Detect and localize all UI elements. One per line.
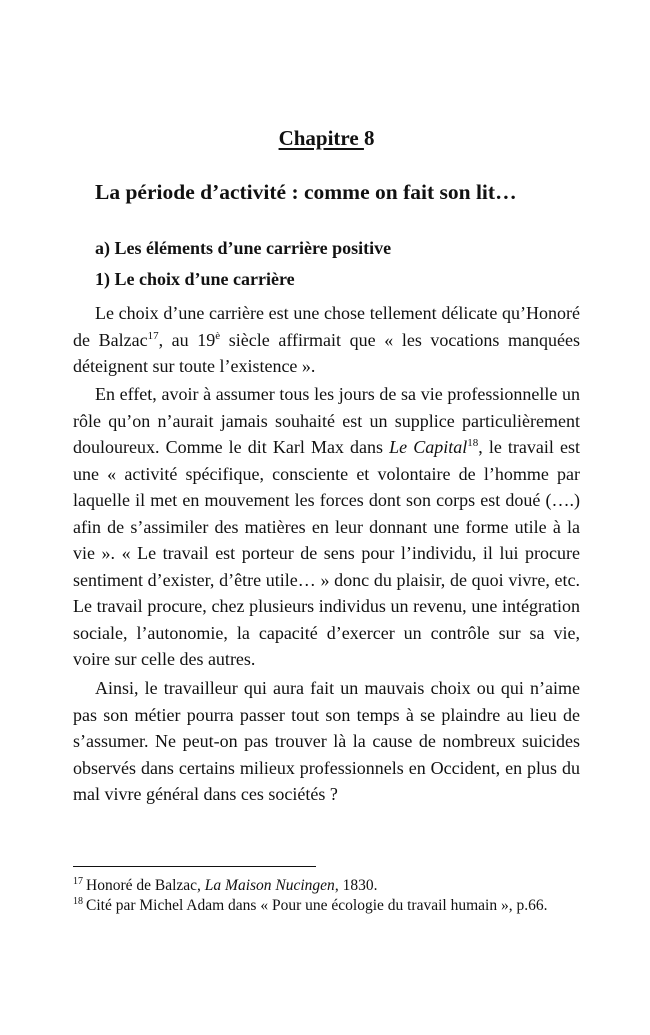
part-title: La période d’activité : comme on fait son lit…	[95, 180, 517, 204]
footnote-17-rest: , 1830.	[334, 877, 378, 894]
paragraph-1-text-a: Le choix d’une carrière est une chose tellement délicate qu’Honoré de Balzac	[73, 303, 580, 350]
footnote-17-title: La Maison Nucingen	[204, 877, 335, 894]
section-heading-a: a) Les éléments d’une carrière positive	[95, 238, 392, 258]
paragraph-1-text-b: , au 19	[158, 329, 216, 350]
footnote-17-author: Honoré de Balzac,	[86, 877, 205, 894]
footnote-ref-17[interactable]: 17	[147, 329, 159, 342]
book-title-le-capital: Le Capital	[389, 437, 468, 457]
paragraph-1-text-c: siècle affirmait que « les vocations manquées déteignent sur toute l’existence ».	[73, 329, 580, 376]
footnote-number: 17	[73, 876, 83, 887]
section-heading-1: 1) Le choix d’une carrière	[95, 269, 295, 289]
paragraph-2-text-b: , le travail est une « activité spécifique, consciente et volontaire de l’homme par laquelle il met en mouvement les forces dont son corps est doué (….) afin de s’assimiler des matières en leur donnant une forme utile à la vie ». « Le travail est porteur de sens pour l’individu, il lui procure sentiment d’exister, d’être utile… » donc du plaisir, de quoi vivre, etc. Le travail procure, chez plusieurs individus un revenu, une intégration sociale, l’autonomie, la capacité d’exercer un contrôle sur sa vie, voire sur celle des autres.	[73, 437, 580, 669]
footnote-18-text: Cité par Michel Adam dans « Pour une écologie du travail humain », p.66.	[86, 897, 548, 914]
footnotes	[73, 876, 580, 916]
footnote-number: 18	[73, 896, 83, 907]
document-page	[73, 0, 580, 1035]
paragraph-2	[73, 381, 580, 673]
chapter-label: Chapitre	[278, 126, 364, 150]
footnote-separator	[73, 866, 316, 867]
paragraph-1	[73, 300, 580, 380]
chapter-number: 8	[363, 126, 375, 150]
footnote-ref-18[interactable]: 18	[467, 437, 479, 449]
paragraph-3: Ainsi, le travailleur qui aura fait un mauvais choix ou qui n’aime pas son métier pourra passer tout son temps à se plaindre au lieu de s’assumer. Ne peut-on pas trouver là la cause de nombreux suicides observés dans certains milieux professionnels en Occident, en plus du mal vivre général dans ces sociétés ?	[73, 678, 580, 804]
footnote-18	[73, 896, 580, 916]
century-superscript: è	[215, 329, 221, 342]
paragraph-2-text-a: En effet, avoir à assumer tous les jours de sa vie professionnelle un rôle qu’on n’aurait jamais souhaité est un supplice particulièrement douloureux. Comme le dit Karl Max dans	[73, 384, 580, 457]
footnote-17	[73, 876, 580, 896]
chapter-heading	[73, 126, 580, 151]
